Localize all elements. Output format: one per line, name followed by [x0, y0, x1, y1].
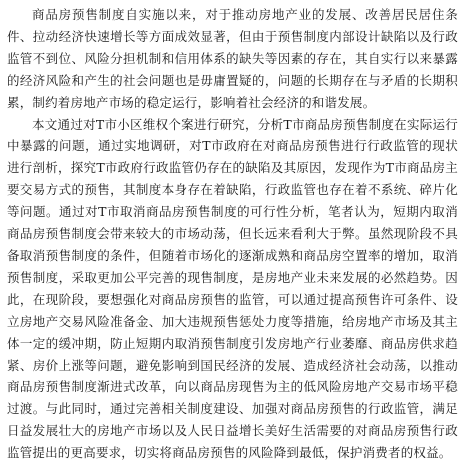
paragraph-summary: 本文通过对T市小区维权个案进行研究，分析T市商品房预售制度在实际运行中暴露的问题，通过实地调研，对T市政府在对商品房预售进行行政监管的现状进行剖析，探究T市政府行政监管仍存在的缺陷及其原因，发现作为T市商品房主要交易方式的预售，其制度本身存在着缺陷，行政监管也存在着不系统、碎片化等问题。通过对T市取消商品房预售制度的可行性分析，笔者认为，短期内取消商品房预售制度会带来较大的市场动荡，但长远来看利大于弊。虽然现阶段不具备取消预售制度的条件，但随着市场化的逐渐成熟和商品房空置率的增加，取消预售制度，采取更加公平完善的现售制度，是房地产业未来发展的必然趋势。因此，在现阶段，要想强化对商品房预售的监管，可以通过提高预售许可条件、设立房地产交易风险准备金、加大违规预售惩处力度等措施，给房地产市场及其主体一定的缓冲期，防止短期内取消预售制度引发房地产行业萎靡、商品房供求趋紧、房价上涨等问题，避免影响到国民经济的发展、造成经济社会动荡，以推动商品房预售制度渐进式改革，向以商品房现售为主的低风险房地产交易市场平稳过渡。与此同时，通过完善相关制度建设、加强对商品房预售的行政监管，满足日益发展壮大的房地产市场以及人民日益增长美好生活需要的对商品房预售行政监管提出的更高要求，切实将商品房预售的风险降到最低，保护消费者的权益。: [7, 116, 458, 461]
document-body: [0, 4, 460, 464]
paragraph-background: 商品房预售制度自实施以来，对于推动房地产业的发展、改善居民居住条件、拉动经济快速增长等方面成效显著，但由于预售制度内部设计缺陷以及行政监管不到位、风险分担机制和信用体系的缺失等因素的存在，其自实行以来暴露的经济风险和产生的社会问题也是毋庸置疑的，问题的长期存在与矛盾的长期积累，制约着房地产市场的稳定运行，影响着社会经济的和谐发展。: [7, 7, 458, 110]
